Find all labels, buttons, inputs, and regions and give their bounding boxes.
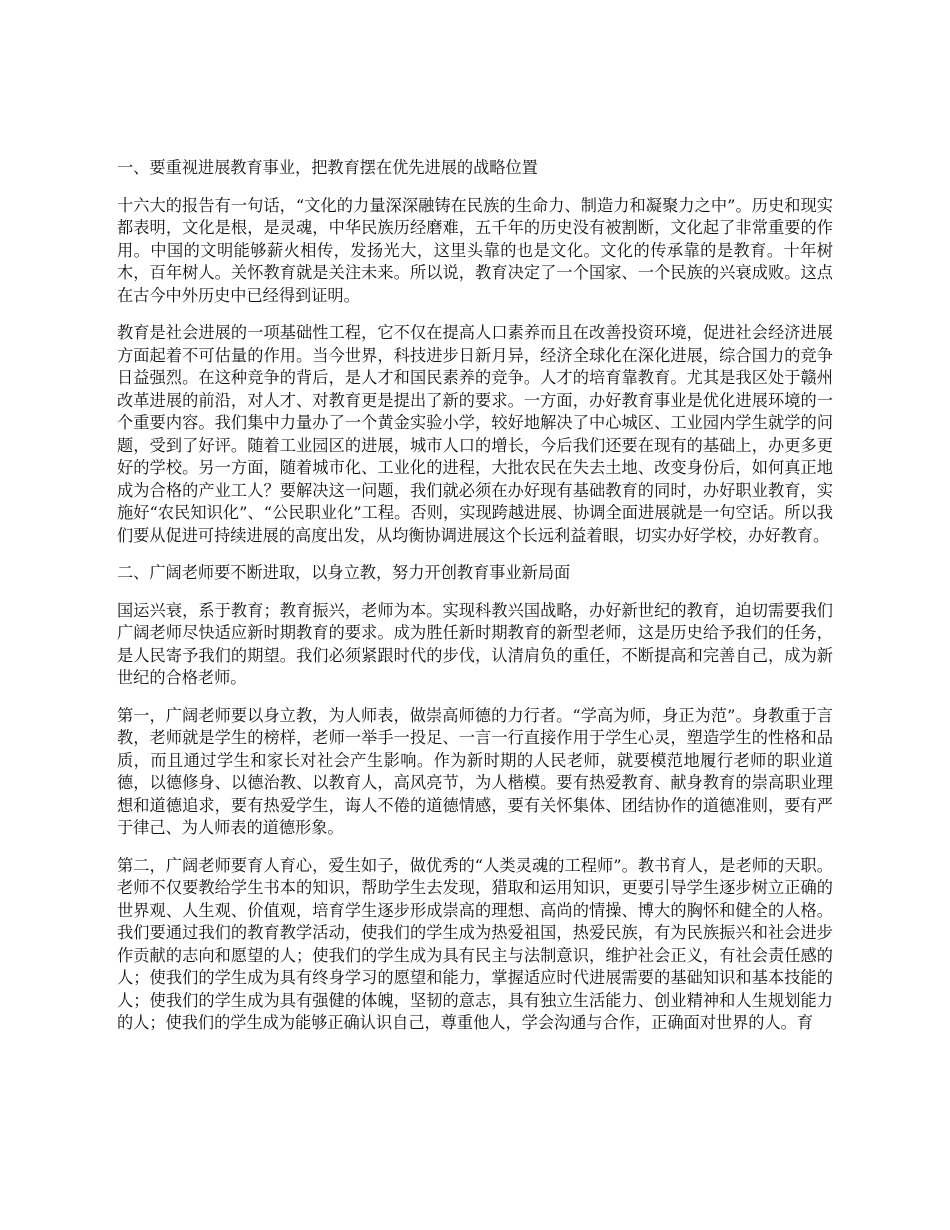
paragraph-first-point: 第一，广阔老师要以身立教，为人师表，做崇高师德的力行者。“学高为师，身正为范”。身教重于言教，老师就是学生的榜样，老师一举手一投足、一言一行直接作用于学生心灵，塑造学生的性格和品质，而且通过学生和家长对社会产生影响。作为新时期的人民老师，就要模范地履行老师的职业道德，以德修身、以德治教、以教育人，高风亮节，为人楷模。要有热爱教育、献身教育的崇高职业理想和道德追求，要有热爱学生，诲人不倦的道德情感，要有关怀集体、团结协作的道德准则，要有严于律己、为人师表的道德形象。 [117, 705, 833, 837]
document-page [117, 157, 833, 1050]
paragraph-culture: 十六大的报告有一句话，“文化的力量深深融铸在民族的生命力、制造力和凝聚力之中”。历史和现实都表明，文化是根，是灵魂，中华民族历经磨难，五千年的历史没有被割断，文化起了非常重要的作用。中国的文明能够薪火相传，发扬光大，这里头靠的也是文化。文化的传承靠的是教育。十年树木，百年树人。关怀教育就是关注未来。所以说，教育决定了一个国家、一个民族的兴衰成败。这点在古今中外历史中已经得到证明。 [117, 195, 833, 305]
section-heading-2: 二、广阔老师要不断进取，以身立教，努力开创教育事业新局面 [117, 563, 571, 582]
paragraph-teachers-intro: 国运兴衰，系于教育；教育振兴，老师为本。实现科教兴国战略，办好新世纪的教育，迫切需要我们广阔老师尽快适应新时期教育的要求。成为胜任新时期教育的新型老师，这是历史给予我们的任务，是人民寄予我们的期望。我们必须紧跟时代的步伐，认清肩负的重任，不断提高和完善自己，成为新世纪的合格老师。 [117, 600, 833, 687]
section-heading-1: 一、要重视进展教育事业，把教育摆在优先进展的战略位置 [117, 158, 538, 177]
paragraph-second-point: 第二，广阔老师要育人育心，爱生如子，做优秀的“人类灵魂的工程师”。教书育人，是老师的天职。老师不仅要教给学生书本的知识，帮助学生去发现，猎取和运用知识，更要引导学生逐步树立正确的世界观、人生观、价值观，培育学生逐步形成崇高的理想、高尚的情操、博大的胸怀和健全的人格。我们要通过我们的教育教学活动，使我们的学生成为热爱祖国，热爱民族，有为民族振兴和社会进步作贡献的志向和愿望的人；使我们的学生成为具有民主与法制意识，维护社会正义，有社会责任感的人；使我们的学生成为具有终身学习的愿望和能力，掌握适应时代进展需要的基础知识和基本技能的人；使我们的学生成为具有强健的体魄，坚韧的意志，具有独立生活能力、创业精神和人生规划能力的人；使我们的学生成为能够正确认识自己，尊重他人，学会沟通与合作，正确面对世界的人。育 [117, 855, 833, 1032]
paragraph-education-foundation: 教育是社会进展的一项基础性工程，它不仅在提高人口素养而且在改善投资环境，促进社会经济进展方面起着不可估量的作用。当今世界，科技进步日新月异，经济全球化在深化进展，综合国力的竞争日益强烈。在这种竞争的背后，是人才和国民素养的竞争。人才的培育靠教育。尤其是我区处于赣州改革进展的前沿，对人才、对教育更是提出了新的要求。一方面，办好教育事业是优化进展环境的一个重要内容。我们集中力量办了一个黄金实验小学，较好地解决了中心城区、工业园内学生就学的问题，受到了好评。随着工业园区的进展，城市人口的增长，今后我们还要在现有的基础上，办更多更好的学校。另一方面，随着城市化、工业化的进程，大批农民在失去土地、改变身份后，如何真正地成为合格的产业工人？要解决这一问题，我们就必须在办好现有基础教育的同时，办好职业教育，实施好“农民知识化”、“公民职业化”工程。否则，实现跨越进展、协调全面进展就是一句空话。所以我们要从促进可持续进展的高度出发，从均衡协调进展这个长远利益着眼，切实办好学校，办好教育。 [117, 323, 833, 545]
